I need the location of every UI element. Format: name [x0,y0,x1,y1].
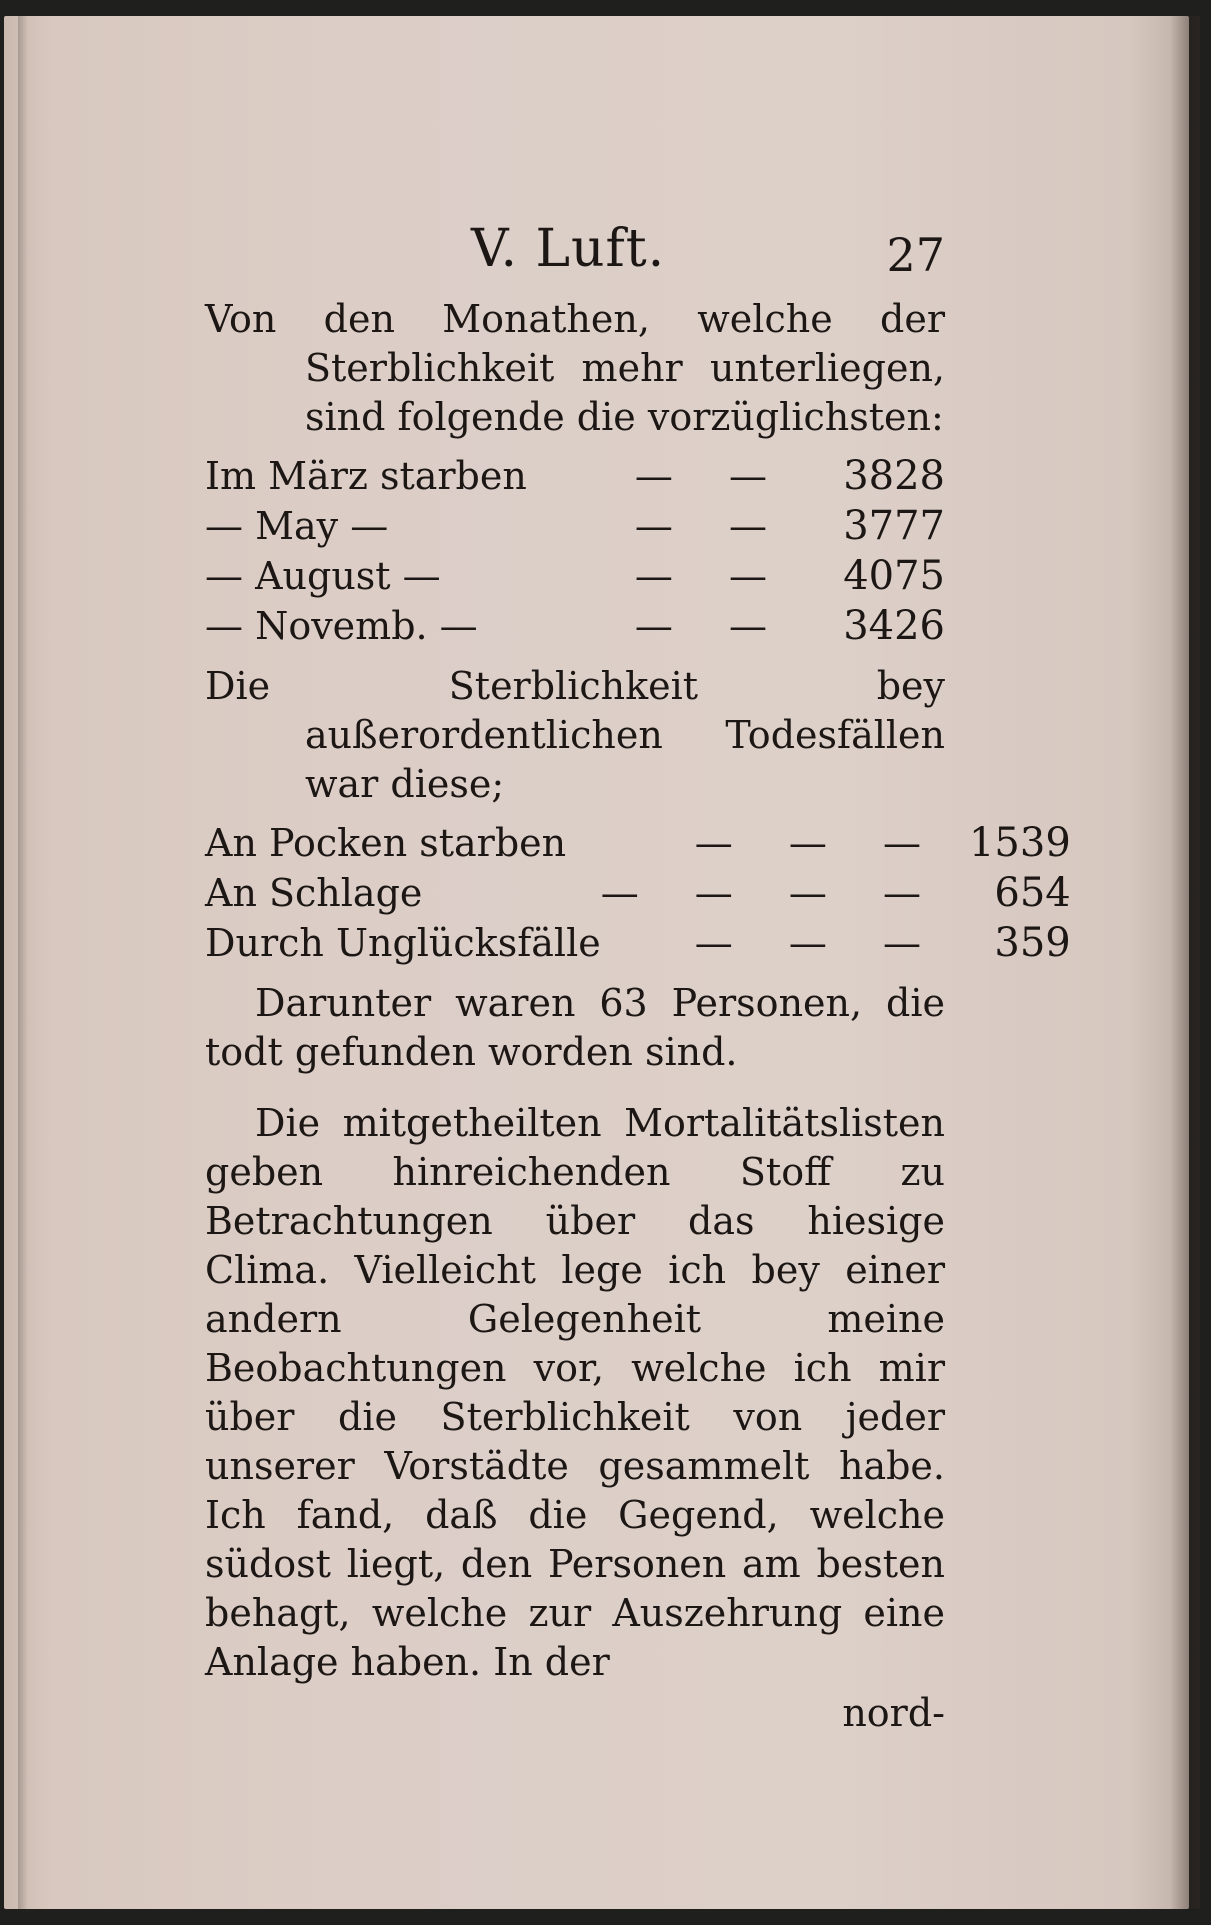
row-dashes: — — [634,554,789,598]
left-page-edge [18,16,28,1909]
row-label: — August — [205,554,441,598]
table-row [205,552,945,602]
causes-table [205,819,1071,969]
table-row [205,452,945,502]
table-row [205,869,1071,919]
row-value: 359 [994,920,1071,966]
months-table [205,452,945,652]
row-label: Durch Unglücksfälle [205,921,601,965]
row-value: 1539 [968,820,1071,866]
page-number: 27 [886,228,945,282]
catchword: nord- [842,1691,945,1735]
page-text-block [205,219,1071,1738]
page-header [205,219,945,295]
row-dashes: — — — [694,921,943,965]
row-dashes: — — — [694,821,943,865]
row-dashes: — — [634,604,789,648]
row-value: 3828 [843,453,945,499]
table-row [205,919,1071,969]
row-label: — May — [205,504,389,548]
right-page-edge [1170,16,1200,1909]
body-paragraph: Die mitgetheilten Mortalitätslisten geben hinreichenden Stoff zu Betrachtungen über das hiesige Clima. Vielleicht lege ich bey einer andern Gelegenheit meine Beobachtungen vor, welche ich mir über die Sterblichkeit von jeder unserer Vorstädte gesammelt habe. Ich fand, daß die Gegend, welche südost liegt, den Personen am besten behagt, welche zur Auszehrung eine Anlage haben. In der [205,1101,945,1684]
row-label: — Novemb. — [205,604,478,648]
row-value: 4075 [843,553,945,599]
row-value: 3426 [843,603,945,649]
table-row [205,819,1071,869]
row-label: An Schlage [205,871,423,915]
row-value: 654 [994,870,1071,916]
row-dashes: — — [634,504,789,548]
running-head: V. Luft. [471,219,666,279]
table-row [205,602,945,652]
row-dashes: — — [634,454,789,498]
months-intro-paragraph: Von den Monathen, welche der Sterblichkeit mehr unterliegen, sind folgende die vorzüglichsten: [205,297,945,439]
row-label: Im März starben [205,454,527,498]
row-value: 3777 [843,503,945,549]
row-dashes: — — — — [600,871,943,915]
table-row [205,502,945,552]
extraordinary-intro-paragraph: Die Sterblichkeit bey außerordentlichen Todesfällen war diese; [205,664,945,806]
row-label: An Pocken starben [205,821,567,865]
note-paragraph: Darunter waren 63 Personen, die todt gefunden worden sind. [205,981,945,1074]
